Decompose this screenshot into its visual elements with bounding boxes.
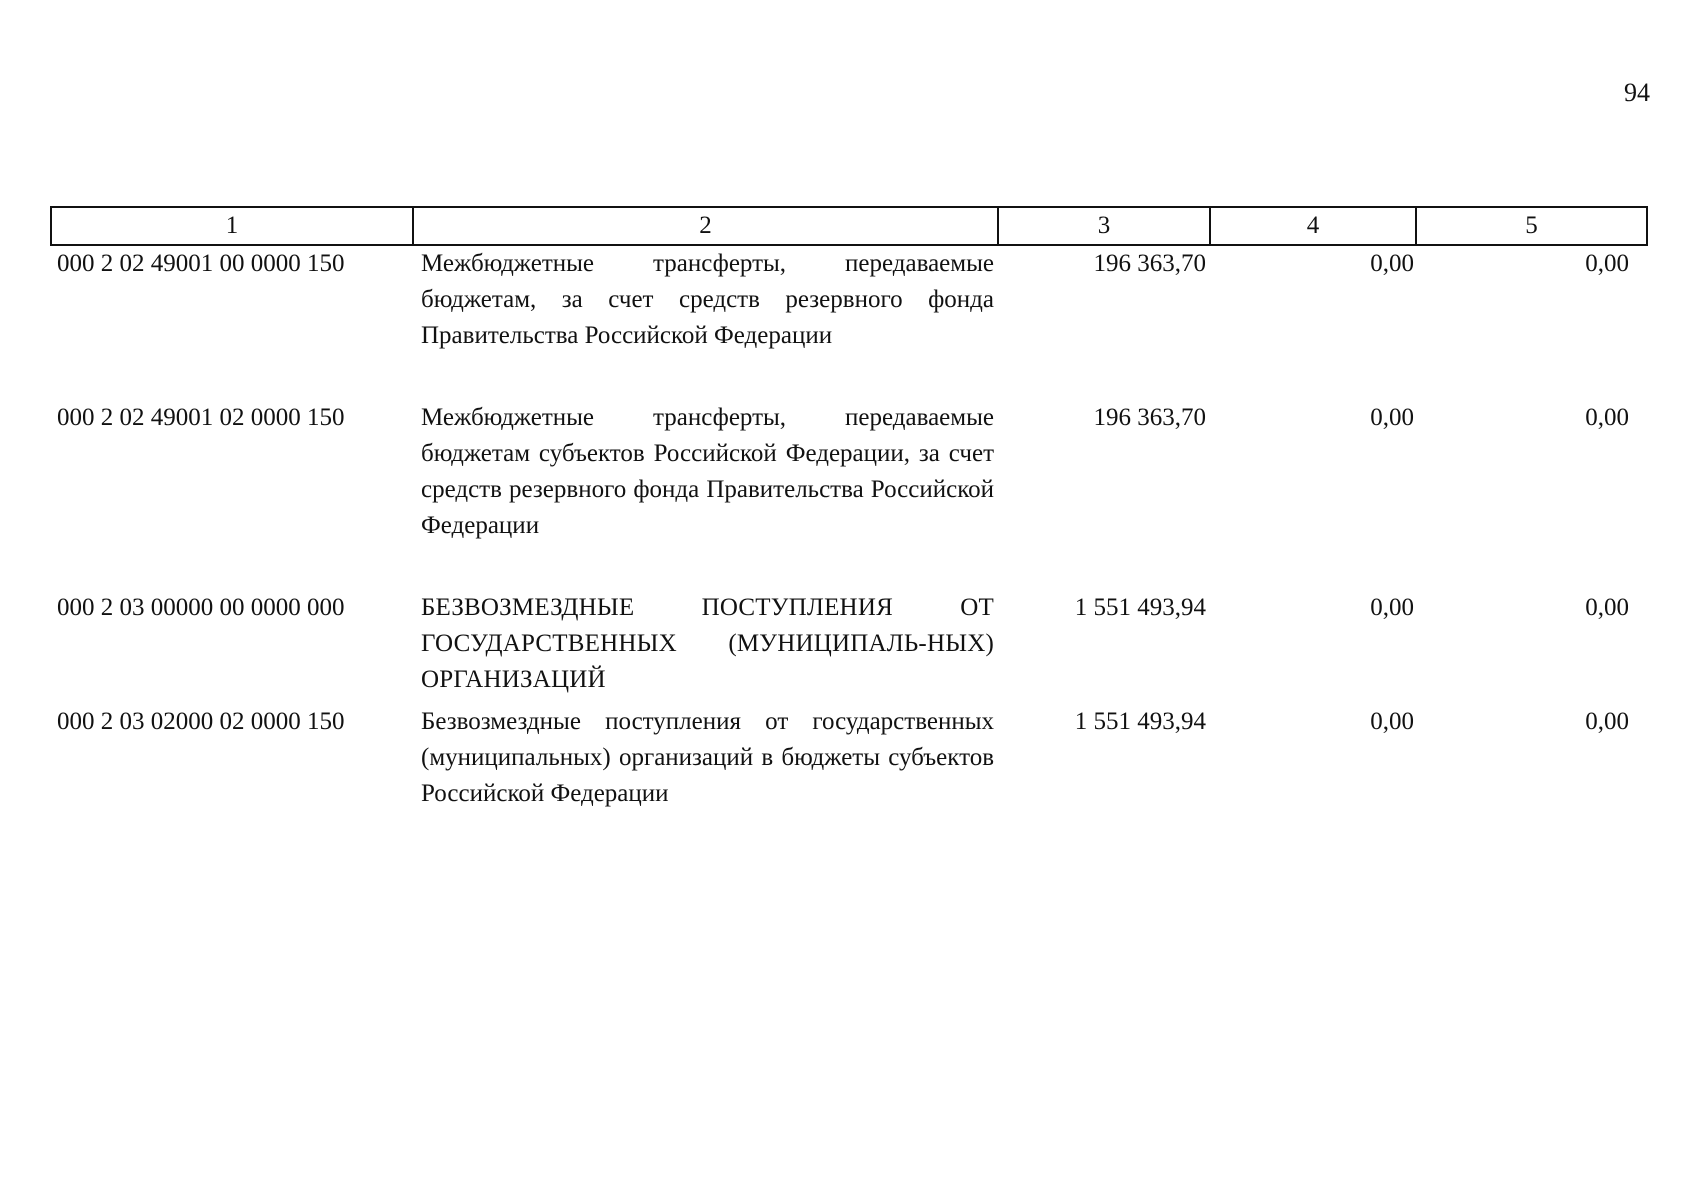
amount-col3: 1 551 493,94 xyxy=(1074,594,1206,621)
budget-table xyxy=(50,206,1648,812)
table-row xyxy=(51,245,1647,392)
row-description: Межбюджетные трансферты, передаваемые бюджетам субъектов Российской Федерации, за счет средств резервного фонда Правительства Российской Федерации xyxy=(421,404,994,539)
amount-col3: 196 363,70 xyxy=(1093,250,1206,277)
table-header-row xyxy=(51,207,1647,245)
row-description: Безвозмездные поступления от государственных (муниципальных) организаций в бюджеты субъектов Российской Федерации xyxy=(421,708,994,807)
budget-code: 000 2 03 02000 02 0000 150 xyxy=(57,708,345,735)
amount-col4: 0,00 xyxy=(1370,708,1414,735)
row-description: БЕЗВОЗМЕЗДНЫЕ ПОСТУПЛЕНИЯ ОТ ГОСУДАРСТВЕННЫХ (МУНИЦИПАЛЬ-НЫХ) ОРГАНИЗАЦИЙ xyxy=(421,594,994,693)
column-header-4: 4 xyxy=(1210,207,1416,245)
table-row xyxy=(51,698,1647,812)
budget-code: 000 2 02 49001 02 0000 150 xyxy=(57,404,345,431)
page-number: 94 xyxy=(1624,78,1650,107)
column-header-3: 3 xyxy=(998,207,1210,245)
row-description: Межбюджетные трансферты, передаваемые бюджетам, за счет средств резервного фонда Правительства Российской Федерации xyxy=(421,250,994,349)
amount-col4: 0,00 xyxy=(1370,594,1414,621)
amount-col5: 0,00 xyxy=(1585,404,1629,431)
amount-col5: 0,00 xyxy=(1585,594,1629,621)
amount-col5: 0,00 xyxy=(1585,250,1629,277)
amount-col5: 0,00 xyxy=(1585,708,1629,735)
budget-code: 000 2 03 00000 00 0000 000 xyxy=(57,594,345,621)
budget-code: 000 2 02 49001 00 0000 150 xyxy=(57,250,345,277)
table-row xyxy=(51,392,1647,582)
amount-col3: 196 363,70 xyxy=(1093,404,1206,431)
amount-col4: 0,00 xyxy=(1370,404,1414,431)
column-header-5: 5 xyxy=(1416,207,1647,245)
column-header-1: 1 xyxy=(51,207,413,245)
column-header-2: 2 xyxy=(413,207,998,245)
amount-col4: 0,00 xyxy=(1370,250,1414,277)
table-row xyxy=(51,582,1647,698)
amount-col3: 1 551 493,94 xyxy=(1074,708,1206,735)
